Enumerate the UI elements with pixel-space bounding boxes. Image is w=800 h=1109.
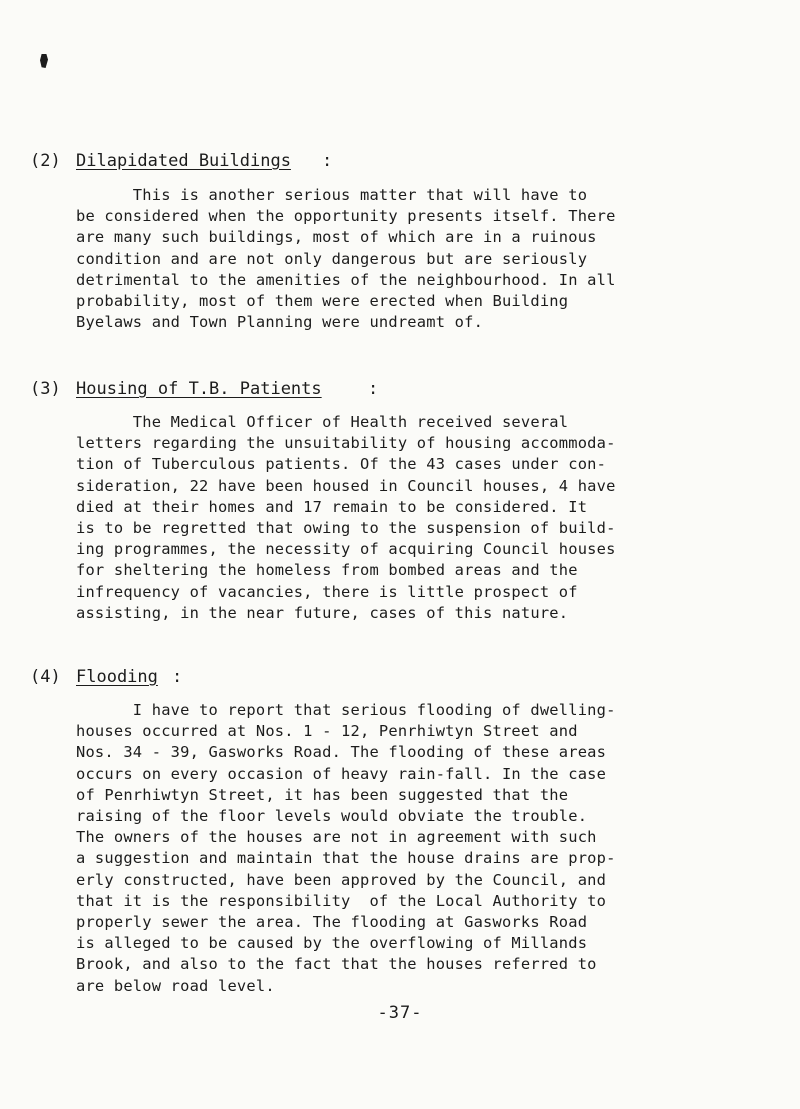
heading-colon: : <box>172 667 183 687</box>
text-line: is to be regretted that owing to the suspension of build- <box>76 519 616 538</box>
section-paragraph <box>76 185 788 333</box>
text-line: are many such buildings, most of which are in a ruinous <box>76 228 597 247</box>
section-heading <box>0 148 800 174</box>
section-number: (3) <box>30 379 61 399</box>
text-line: ing programmes, the necessity of acquiring Council houses <box>76 540 616 559</box>
text-line: Brook, and also to the fact that the houses referred to <box>76 955 597 974</box>
text-line: be considered when the opportunity presents itself. There <box>76 207 616 226</box>
text-line: detrimental to the amenities of the neighbourhood. In all <box>76 270 616 289</box>
text-line: Byelaws and Town Planning were undreamt of. <box>76 313 484 332</box>
section-heading <box>0 664 800 690</box>
text-line: raising of the floor levels would obviate the trouble. <box>76 807 588 826</box>
text-line: The owners of the houses are not in agreement with such <box>76 828 597 847</box>
text-line: tion of Tuberculous patients. Of the 43 cases under con- <box>76 455 607 474</box>
section-heading <box>0 376 800 402</box>
section-paragraph <box>76 700 788 997</box>
text-line: erly constructed, have been approved by the Council, and <box>76 870 607 889</box>
text-line: I have to report that serious flooding of dwelling- <box>76 701 616 719</box>
text-line: occurs on every occasion of heavy rain-fall. In the case <box>76 764 607 783</box>
text-line: that it is the responsibility of the Local Authority to <box>76 891 607 910</box>
text-line: The Medical Officer of Health received several <box>76 413 569 431</box>
text-line: This is another serious matter that will have to <box>76 186 588 204</box>
text-line: letters regarding the unsuitability of housing accommoda- <box>76 434 616 453</box>
section-number: (2) <box>30 151 61 171</box>
text-line: of Penrhiwtyn Street, it has been suggested that the <box>76 785 569 804</box>
section-flooding <box>0 664 800 995</box>
text-line: a suggestion and maintain that the house drains are prop- <box>76 849 616 868</box>
ink-mark <box>40 54 48 68</box>
text-line: infrequency of vacancies, there is little prospect of <box>76 582 578 601</box>
text-line: houses occurred at Nos. 1 - 12, Penrhiwtyn Street and <box>76 722 578 741</box>
section-title: Flooding <box>76 667 158 687</box>
text-line: properly sewer the area. The flooding at Gasworks Road <box>76 913 588 932</box>
section-title: Dilapidated Buildings <box>76 151 291 171</box>
text-line: assisting, in the near future, cases of this nature. <box>76 603 569 622</box>
section-dilapidated-buildings <box>0 148 800 332</box>
text-line: condition and are not only dangerous but are seriously <box>76 249 588 268</box>
text-line: Nos. 34 - 39, Gasworks Road. The flooding of these areas <box>76 743 607 762</box>
text-line: sideration, 22 have been housed in Council houses, 4 have <box>76 476 616 495</box>
text-line: died at their homes and 17 remain to be considered. It <box>76 497 588 516</box>
section-title: Housing of T.B. Patients <box>76 379 322 399</box>
section-paragraph <box>76 412 788 624</box>
text-line: for sheltering the homeless from bombed areas and the <box>76 561 578 580</box>
heading-colon: : <box>322 151 333 171</box>
heading-colon: : <box>368 379 379 399</box>
text-line: are below road level. <box>76 976 275 995</box>
text-line: probability, most of them were erected when Building <box>76 292 569 311</box>
section-housing-tb-patients <box>0 376 800 622</box>
text-line: is alleged to be caused by the overflowing of Millands <box>76 934 588 953</box>
page-number: -37- <box>377 1003 423 1023</box>
section-number: (4) <box>30 667 61 687</box>
